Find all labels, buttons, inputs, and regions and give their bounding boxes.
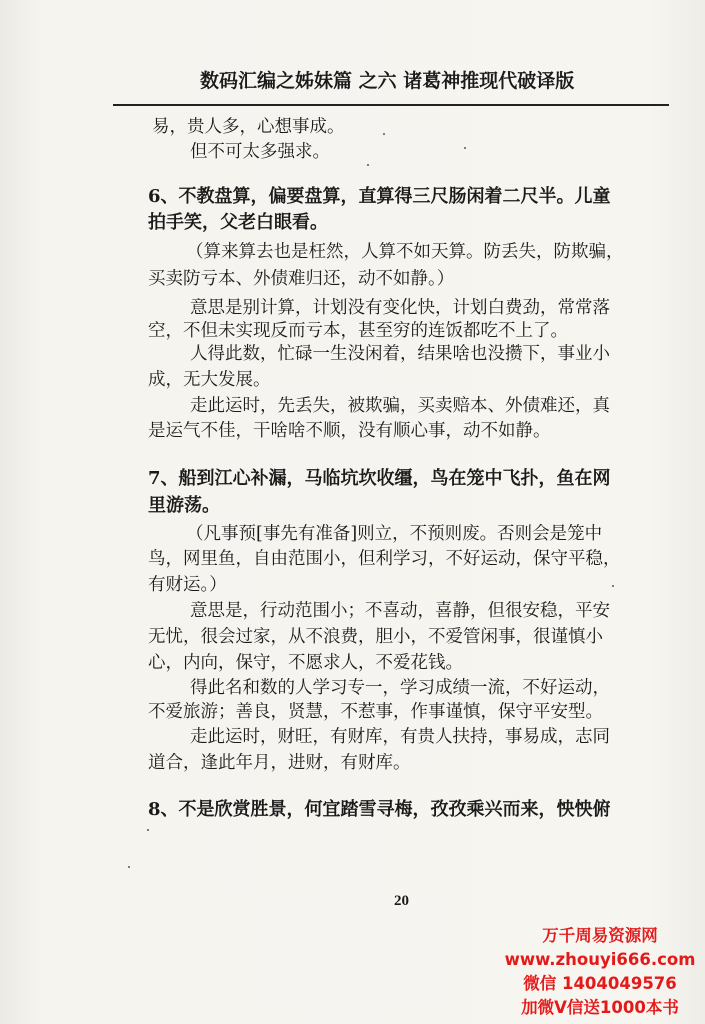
watermark-wechat: 微信 1404049576 bbox=[523, 974, 677, 993]
page-header-title: 数码汇编之姊妹篇 之六 诸葛神推现代破译版 bbox=[200, 70, 575, 92]
scan-speck bbox=[464, 147, 466, 149]
section-7-heading-cont: 里游荡。 bbox=[148, 495, 220, 516]
scan-speck bbox=[147, 829, 149, 831]
text-line: 无忧，很会过家，从不浪费，胆小，不爱管闲事，很谨慎小 bbox=[148, 627, 603, 647]
section-7-heading: 7、船到江心补漏，马临坑坎收缰，鸟在笼中飞扑，鱼在网 bbox=[148, 468, 611, 489]
text-line: 意思是别计算，计划没有变化快，计划白费劲，常常落 bbox=[190, 298, 610, 318]
scan-speck bbox=[383, 133, 385, 135]
section-8-heading: 8、不是欣赏胜景，何宜踏雪寻梅，孜孜乘兴而来，怏怏俯 bbox=[148, 799, 611, 820]
text-line: 有财运。） bbox=[148, 575, 227, 595]
section-6-heading: 6、不教盘算，偏要盘算，直算得三尺肠闲着二尺半。儿童 bbox=[148, 186, 611, 207]
watermark-url: www.zhouyi666.com bbox=[504, 950, 696, 969]
text-line: 空，不但未实现反而亏本，甚至穷的连饭都吃不上了。 bbox=[148, 321, 568, 341]
watermark-promo: 加微V信送1000本书 bbox=[521, 998, 679, 1017]
scan-speck bbox=[612, 585, 614, 587]
text-line: 道合，逢此年月，进财，有财库。 bbox=[148, 753, 411, 773]
scan-speck bbox=[367, 164, 369, 166]
text-line: 买卖防亏本、外债难归还，动不如静。） bbox=[148, 269, 455, 289]
section-6-heading-cont: 拍手笑，父老白眼看。 bbox=[148, 212, 328, 233]
text-line: （凡事预[事先有准备]则立，不预则废。否则会是笼中 bbox=[186, 524, 603, 544]
scan-speck bbox=[128, 866, 130, 868]
text-line: 走此运时，先丢失，被欺骗，买卖赔本、外债难还，真 bbox=[190, 396, 610, 416]
text-line: 走此运时，财旺，有财库，有贵人扶持，事易成，志同 bbox=[190, 727, 610, 747]
text-line: 人得此数，忙碌一生没闲着，结果啥也没攒下，事业小 bbox=[190, 344, 610, 364]
text-line: 得此名和数的人学习专一，学习成绩一流，不好运动， bbox=[190, 678, 610, 698]
text-line: 意思是，行动范围小；不喜动，喜静，但很安稳，平安 bbox=[190, 601, 610, 621]
page-number: 20 bbox=[394, 893, 409, 909]
text-line: 成，无大发展。 bbox=[148, 370, 271, 390]
watermark-site-name: 万千周易资源网 bbox=[542, 926, 658, 945]
text-line: 鸟，网里鱼，自由范围小，但利学习，不好运动，保守平稳， bbox=[148, 549, 621, 569]
text-line: 易，贵人多，心想事成。 bbox=[152, 117, 345, 137]
text-line: （算来算去也是枉然，人算不如天算。防丢失，防欺骗， bbox=[186, 242, 624, 262]
watermark bbox=[495, 924, 705, 1020]
text-line: 但不可太多强求。 bbox=[190, 142, 330, 162]
text-line: 是运气不佳，干啥啥不顺，没有顺心事，动不如静。 bbox=[148, 421, 551, 441]
header-rule bbox=[113, 104, 669, 106]
text-line: 心，内向，保守，不愿求人，不爱花钱。 bbox=[148, 653, 463, 673]
text-line: 不爱旅游；善良，贤慧，不惹事，作事谨慎，保守平安型。 bbox=[148, 702, 603, 722]
